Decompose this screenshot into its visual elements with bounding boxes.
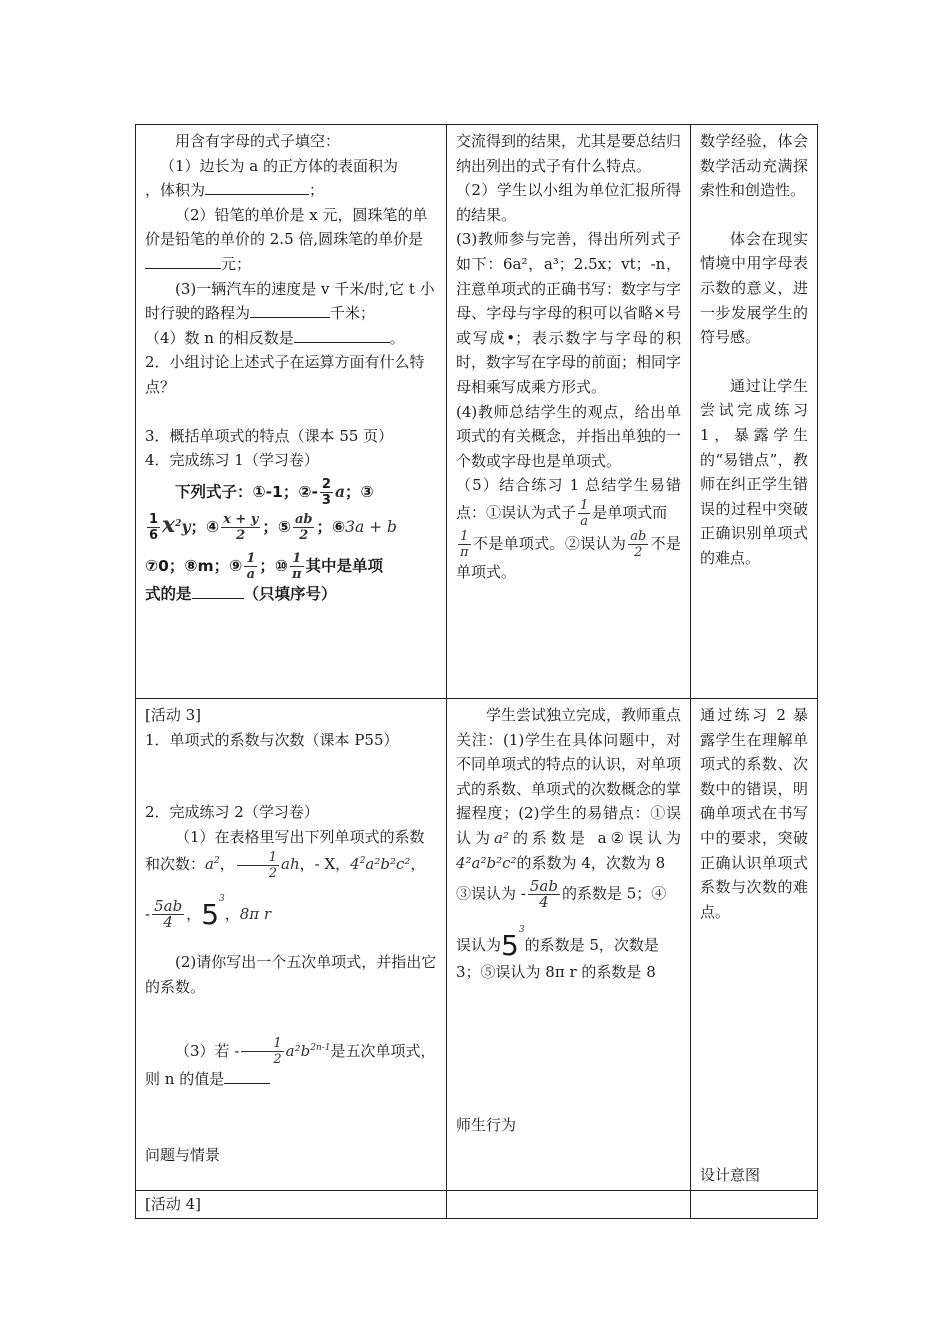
- item-4: 4．完成练习 1（学习卷）: [145, 451, 319, 470]
- question-1: （1）边长为 a 的正方体的表面积为: [160, 156, 399, 175]
- exercise-line-1: 下列式子：①-1；②- $\frac{2}{3}$ a；③: [175, 476, 374, 508]
- table-row: [136, 1191, 818, 1219]
- question-2: （2）铅笔的单价是 x 元，圆珠笔的单价是铅笔的单价的 2.5 倍,圆珠笔的单价是元；: [145, 205, 428, 273]
- answer-blank: [250, 303, 330, 318]
- paragraph: 学生尝试独立完成，教师重点关注：(1)学生在具体问题中，对不同单项式的特点的认识，对单项式的系数、单项式的次数概念的掌握程度；(2)学生的易错点：①误认为a²的系数是 a②误认为4²a²b²c²的系数为 4，次数为 8: [456, 706, 682, 872]
- item-1: 1．单项式的系数与次数（课本 P55）: [145, 730, 399, 749]
- exercise-line-3: ⑦0；⑧m；⑨ $\frac{1}{a}$ ；⑩ $\frac{1}{\pi}$ 其中是单项: [145, 550, 384, 582]
- answer-blank: [205, 180, 309, 195]
- paragraph: $\frac{1}{\pi}$ 不是单项式。②误认为 $\frac{ab}{2}$ 不是单项式。: [456, 528, 681, 581]
- paragraph: 通过练习 2 暴露学生在理解单项式的系数、次数中的错误，明确单项式在书写中的要求，突破正确认识单项式系数与次数的难点。: [700, 706, 808, 921]
- item-3: 3．概括单项式的特点（课本 55 页）: [145, 426, 394, 445]
- answer-blank: [192, 584, 244, 599]
- problem-cell: [136, 1191, 447, 1219]
- paragraph: 体会在现实情境中用字母表示数的意义，进一步发展学生的符号感。: [700, 229, 808, 347]
- item-2: 2．完成练习 2（学习卷）: [145, 803, 319, 822]
- paragraph: 通过让学生尝试完成练习 1，暴露学生的“易错点”，教师在纠正学生错误的过程中突破正确识别单项式的难点。: [700, 376, 808, 567]
- paragraph: (3)教师参与完善，得出所列式子如下：6a²，a³；2.5x；vt；-n，注意单项式的正确书写：数字与字母、字母与字母的积可以省略×号或写成•；表示数字与字母的积时，数字写在字母的前面；相同字母相乘写成乘方形式。: [456, 230, 682, 396]
- exercise-line-2: $\frac{1}{6}$ $x^2y$；④ $\frac{x + y}{2}$ ；⑤ $\frac{ab}{2}$ ；⑥3a + b: [149, 511, 397, 543]
- answer-blank: [145, 254, 221, 269]
- paragraph: (4)教师总结学生的观点，给出单项式的有关概念，并指出单独的一个数或字母也是单项式。: [456, 402, 682, 470]
- paragraph: 3；⑤误认为 8π r 的系数是 8: [456, 963, 656, 982]
- column-label: 师生行为: [456, 1116, 517, 1134]
- question-4: （4）数 n 的相反数是 。: [145, 328, 405, 347]
- design-intent-cell: [691, 125, 818, 699]
- paragraph: 交流得到的结果，尤其是要总结归纳出列出的式子有什么特点。: [456, 132, 682, 175]
- question-1: （1）在表格里写出下列单项式的系数和次数：$a^2$， $\frac{1}{2}$ ah，- X，$4^2a^2b^2c^2$，: [145, 827, 426, 881]
- answer-blank: [294, 328, 390, 343]
- paragraph: 数学经验，体会数学活动充满探索性和创造性。: [700, 132, 808, 200]
- empty-cell: [691, 1191, 818, 1219]
- column-label: 问题与情景: [145, 1146, 221, 1164]
- column-label: 设计意图: [700, 1166, 761, 1184]
- teacher-student-cell: [447, 125, 691, 699]
- question-3: (3)一辆汽车的速度是 v 千米/时,它 t 小时行驶的路程为 千米；: [145, 279, 435, 323]
- teacher-student-cell: [447, 699, 691, 1191]
- question-2: (2)请你写出一个五次单项式，并指出它的系数。: [145, 953, 437, 996]
- paragraph: （2）学生以小组为单位汇报所得的结果。: [456, 181, 681, 224]
- empty-cell: [447, 1191, 691, 1219]
- table-row: [136, 125, 818, 699]
- question-1-cont: - $\frac{5ab}{4}$ ，$5^3$，8π r: [145, 893, 272, 932]
- design-intent-cell: [691, 699, 818, 1191]
- question-3: （3）若 - $\frac{1}{2}$ $a^2b^{2n-1}$是五次单项式，: [175, 1036, 436, 1068]
- problem-cell: 用含有字母的式子填空： （1）边长为 a 的正方体的表面积为 ，体积为 ； （2）铅笔的单价是 x 元，圆珠笔的单价是铅笔的单价的 2.5 倍,圆珠笔的单价是元； (3)一辆汽车的速度是 v 千米/时,它 t 小时行驶的路程为 千米； （4）数 n 的相反数是 。 2．小组讨论上述式子在运算方面有什么特点？ 3．概括单项式的特点（课本 55 页） 4．完成练习 1（学习卷） 下列式子：①-1；②- $\frac{2}{3}$ a；③ $\frac{1}{6}$ $x^2y$；④ $\frac{x + y}{2}$ ；⑤ $\frac{ab}{2}$ ；⑥3a + b ⑦0；⑧m；⑨ $\frac{1}{a}$ ；⑩ $\frac{1}{\pi}$ 其中是单项 式的是 （只填序号）: [136, 125, 447, 699]
- paragraph: ③误认为 - $\frac{5ab}{4}$ 的系数是 5；④: [456, 877, 667, 912]
- table-row: [136, 699, 818, 1191]
- lesson-plan-table: [135, 124, 818, 1219]
- problem-cell: [活动 3] 1．单项式的系数与次数（课本 P55） 2．完成练习 2（学习卷） （1）在表格里写出下列单项式的系数和次数：$a^2$， $\frac{1}{2}$ ah，- X，$4^2a^2b^2c^2$， - $\frac{5ab}{4}$ ，$5^3$，8π r (2)请你写出一个五次单项式，并指出它的系数。 （3）若 - $\frac{1}{2}$ $a^2b^{2n-1}$是五次单项式， 则 n 的值是 问题与情景: [136, 699, 447, 1191]
- intro-text: 用含有字母的式子填空：: [175, 132, 341, 150]
- answer-blank: [224, 1069, 270, 1084]
- item-2: 2．小组讨论上述式子在运算方面有什么特点？: [145, 353, 425, 396]
- activity-tag: [活动 3]: [145, 706, 202, 724]
- paragraph: 误认为$5^3$的系数是 5，次数是: [456, 925, 659, 963]
- paragraph: （5）结合练习 1 总结学生易错点：①误认为式子 $\frac{1}{a}$ 是单项式而: [456, 476, 681, 529]
- exercise-line-4: 式的是 （只填序号）: [145, 584, 337, 603]
- activity-tag: [活动 4]: [145, 1195, 202, 1213]
